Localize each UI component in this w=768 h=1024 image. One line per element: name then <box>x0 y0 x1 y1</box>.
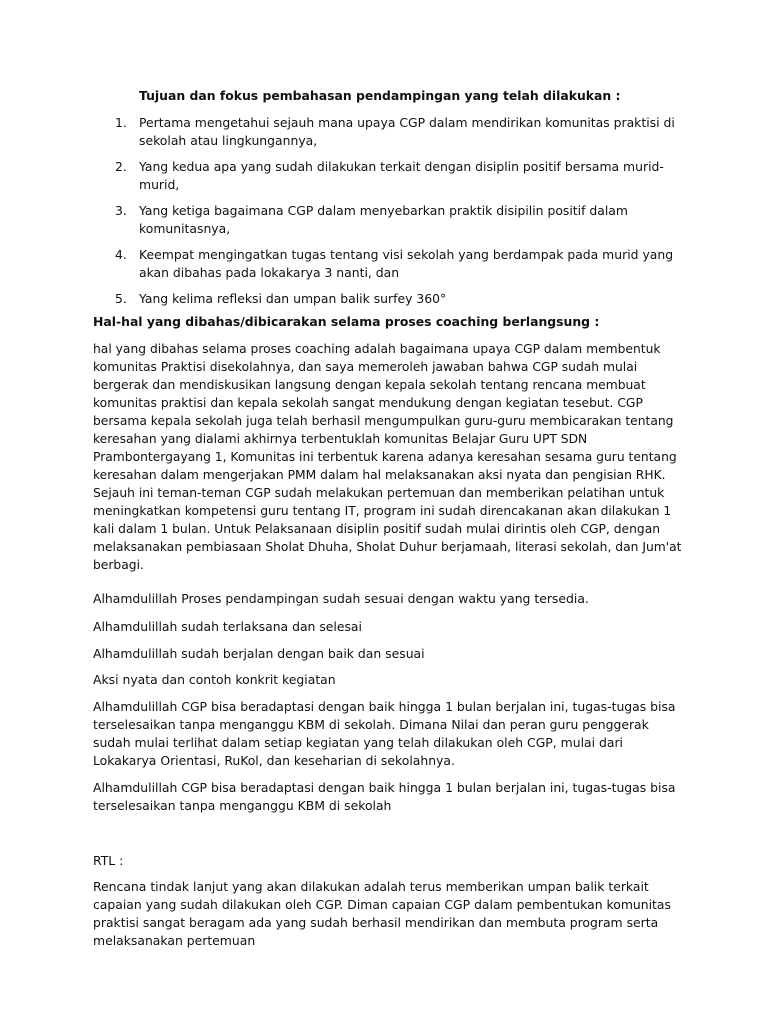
list-item <box>93 158 693 194</box>
list-number: 1. <box>115 115 127 130</box>
list-item <box>93 246 693 282</box>
note-paragraph: Alhamdulillah Proses pendampingan sudah sesuai dengan waktu yang tersedia. <box>93 591 589 606</box>
list-item-text: Yang kedua apa yang sudah dilakukan terkait dengan disiplin positif bersama murid-murid, <box>139 159 664 192</box>
note-paragraph: Alhamdulillah sudah terlaksana dan selesai <box>93 619 362 634</box>
discussion-paragraph: hal yang dibahas selama proses coaching adalah bagaimana upaya CGP dalam membentuk komunitas Praktisi disekolahnya, dan saya memeroleh jawaban bahwa CGP sudah mulai bergerak dan mendiskusikan langsung dengan kepala sekolah tentang rencana membuat komunitas praktisi dan kepala sekolah sangat mendukung dengan kegiatan tesebut. CGP bersama kepala sekolah juga telah berhasil mengumpulkan guru-guru membicarakan tentang keresahan yang dialami akhirnya terbentuklah komunitas Belajar Guru UPT SDN Prambontergayang 1, Komunitas ini terbentuk karena adanya keresahan sesama guru tentang keresahan dalam mengerjakan PMM dalam hal melaksanakan aksi nyata dan pengisian RHK. Sejauh ini teman-teman CGP sudah melakukan pertemuan dan memberikan pelatihan untuk meningkatkan kompetensi guru tentang IT, program ini sudah direncakanan akan dilakukan 1 kali dalam 1 bulan. Untuk Pelaksanaan disiplin positif sudah mulai dirintis oleh CGP, dengan melaksanakan pembiasaan Sholat Dhuha, Sholat Duhur berjamaah, literasi sekolah, dan Jum'at berbagi. <box>93 342 682 572</box>
list-number: 5. <box>115 291 127 306</box>
note-paragraph: Alhamdulillah CGP bisa beradaptasi dengan baik hingga 1 bulan berjalan ini, tugas-tugas bisa terselesaikan tanpa menganggu KBM di sekolah <box>93 780 676 813</box>
list-item-text: Keempat mengingatkan tugas tentang visi sekolah yang berdampak pada murid yang akan dibahas pada lokakarya 3 nanti, dan <box>139 247 674 280</box>
note-paragraph: Alhamdulillah sudah berjalan dengan baik dan sesuai <box>93 646 425 661</box>
list-item <box>93 290 693 308</box>
discussion-heading: Hal-hal yang dibahas/dibicarakan selama proses coaching berlangsung : <box>93 314 600 329</box>
objectives-heading: Tujuan dan fokus pembahasan pendampingan yang telah dilakukan : <box>139 88 621 103</box>
objectives-list <box>93 114 693 316</box>
list-item <box>93 202 693 238</box>
list-number: 4. <box>115 247 127 262</box>
note-paragraph: Aksi nyata dan contoh konkrit kegiatan <box>93 672 336 687</box>
rtl-heading: RTL : <box>93 853 124 868</box>
list-number: 3. <box>115 203 127 218</box>
list-number: 2. <box>115 159 127 174</box>
list-item-text: Pertama mengetahui sejauh mana upaya CGP dalam mendirikan komunitas praktisi di sekolah atau lingkungannya, <box>139 115 675 148</box>
rtl-paragraph: Rencana tindak lanjut yang akan dilakukan adalah terus memberikan umpan balik terkait capaian yang sudah dilakukan oleh CGP. Diman capaian CGP dalam pembentukan komunitas praktisi sangat beragam ada yang sudah berhasil mendirikan dan membuta program serta melaksanakan pertemuan <box>93 879 671 948</box>
list-item-text: Yang kelima refleksi dan umpan balik surfey 360° <box>139 291 447 306</box>
note-paragraph: Alhamdulillah CGP bisa beradaptasi dengan baik hingga 1 bulan berjalan ini, tugas-tugas bisa terselesaikan tanpa menganggu KBM di sekolah. Dimana Nilai dan peran guru penggerak sudah mulai terlihat dalam setiap kegiatan yang telah dilakukan oleh CGP, mulai dari Lokakarya Orientasi, RuKol, dan keseharian di sekolahnya. <box>93 699 676 768</box>
list-item-text: Yang ketiga bagaimana CGP dalam menyebarkan praktik disipilin positif dalam komunitasnya, <box>139 203 628 236</box>
list-item <box>93 114 693 150</box>
